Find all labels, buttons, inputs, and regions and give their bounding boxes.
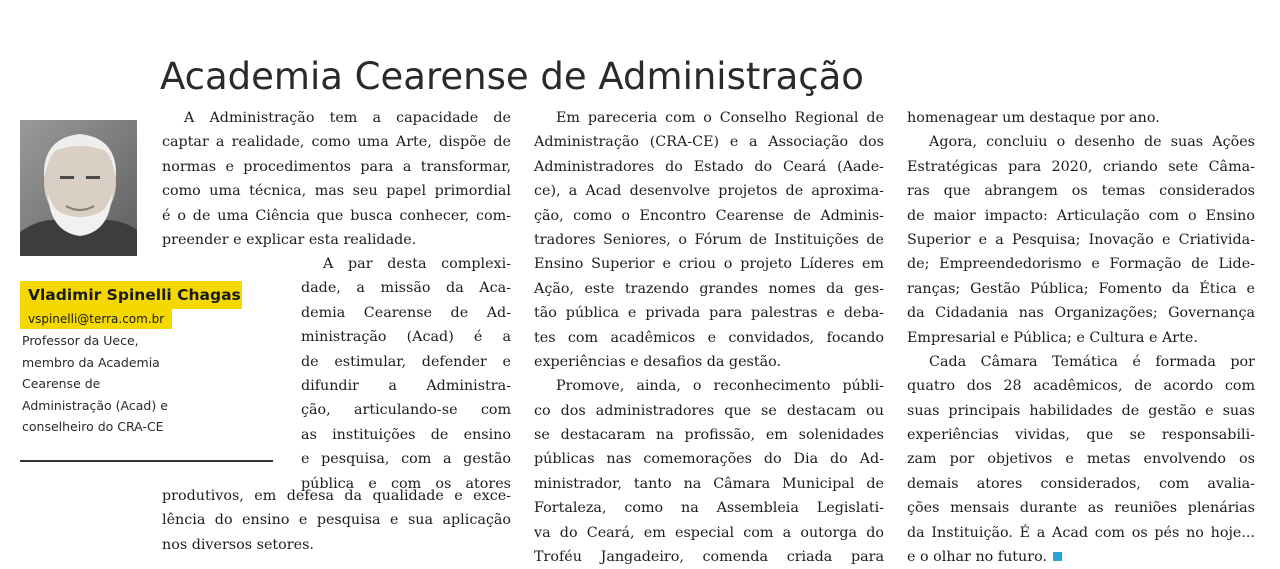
body-line: pública e com os atores (301, 475, 511, 492)
end-of-article-mark (1053, 552, 1062, 561)
body-line: experiências e desafios da gestão. (534, 353, 782, 370)
column-2 (534, 106, 884, 569)
body-line: zam por objetivos e metas envolvendo os (907, 451, 1255, 468)
body-line: de estimular, defender e (301, 353, 511, 370)
body-line: homenagear um destaque por ano. (907, 110, 1160, 126)
body-line: produtivos, em defesa da qualidade e exce- (162, 488, 511, 504)
body-line: ministração (Acad) é a (301, 329, 511, 346)
body-line: Administradores do Estado do Ceará (Aade- (534, 158, 884, 175)
body-line: Troféu Jangadeiro, comenda criada para (534, 549, 884, 566)
body-line: co dos administradores que se destacam ou (534, 402, 884, 419)
body-line: Agora, concluiu o desenho de suas Ações (929, 134, 1255, 151)
body-line: ção, articulando-se com (301, 402, 511, 419)
body-line: va do Ceará, em especial com a outorga do (534, 524, 884, 541)
body-line: tes com acadêmicos e convidados, focando (534, 329, 884, 346)
author-bio-line: membro da Academia (22, 354, 160, 370)
body-line: Estratégicas para 2020, criando sete Câma- (907, 158, 1255, 175)
body-line-text: e o olhar no futuro. (907, 549, 1047, 566)
author-email: vspinelli@terra.com.br (20, 309, 172, 329)
body-line: suas principais habilidades de gestão e suas (907, 402, 1255, 419)
body-line: demais atores considerados, com avalia- (907, 475, 1255, 492)
body-line: A par desta complexi- (323, 256, 511, 272)
body-line: ção, como o Encontro Cearense de Adminis- (534, 207, 884, 224)
body-line: Administração (CRA-CE) e a Associação dos (534, 134, 884, 151)
body-line: Ação, este trazendo grandes nomes da ges- (534, 280, 884, 297)
body-line: dade, a missão da Aca- (301, 280, 511, 297)
body-line: A Administração tem a capacidade de (184, 110, 511, 126)
body-line: Ensino Superior e criou o projeto Líderes em (534, 256, 884, 273)
column-3 (907, 106, 1255, 569)
author-bio-line: Cearense de (22, 376, 101, 391)
body-line: Promove, ainda, o reconhecimento públi- (556, 378, 884, 395)
body-line: ções mensais durante as reuniões plenárias (907, 500, 1255, 517)
body-line: preender e explicar esta realidade. (162, 231, 417, 248)
body-line: nos diversos setores. (162, 536, 314, 553)
author-bio-line: Professor da Uece, (22, 333, 139, 348)
author-bio-line: conselheiro do CRA-CE (22, 419, 164, 434)
author-name: Vladimir Spinelli Chagas (20, 281, 242, 309)
body-line: normas e procedimentos para a transformar, (162, 158, 511, 175)
body-line: de maior impacto: Articulação com o Ensino (907, 207, 1255, 224)
body-line: ranças; Gestão Pública; Fomento da Ética e (907, 280, 1255, 297)
body-line: tradores Seniores, o Fórum de Instituições de (534, 231, 884, 248)
body-line: Fortaleza, como na Assembleia Legislati- (534, 500, 884, 517)
author-photo (20, 120, 137, 256)
body-line: ministrador, tanto na Câmara Municipal de (534, 475, 884, 492)
body-line: experiências vividas, que se responsabili- (907, 427, 1255, 444)
body-line: difundir a Administra- (301, 377, 511, 394)
body-line: Superior e a Pesquisa; Inovação e Criativida- (907, 231, 1255, 248)
body-line-final (907, 545, 1255, 569)
body-line: Cada Câmara Temática é formada por (929, 353, 1255, 370)
body-line: demia Cearense de Ad- (301, 304, 511, 321)
body-line: como uma técnica, mas seu papel primordial (162, 183, 511, 200)
column-1-bottom (162, 484, 511, 557)
body-line: de; Empreendedorismo e Formação de Lide- (907, 256, 1255, 273)
body-line: tão pública e privada para palestras e deba- (534, 305, 884, 322)
body-line: se destacaram na profissão, em solenidades (534, 427, 884, 444)
article-headline: Academia Cearense de Administração (160, 55, 864, 98)
body-line: da Instituição. É a Acad com os pés no hoje... (907, 524, 1255, 541)
body-line: as instituições de ensino (301, 426, 511, 443)
body-line: ce), a Acad desenvolve projetos de aproxima- (534, 183, 884, 200)
body-line: Empresarial e Pública; e Cultura e Arte. (907, 329, 1198, 346)
body-line: Em pareceria com o Conselho Regional de (556, 110, 884, 126)
body-line: lência do ensino e pesquisa e sua aplicação (162, 512, 511, 529)
author-portrait-icon (20, 120, 137, 256)
body-line: quatro dos 28 acadêmicos, de acordo com (907, 378, 1255, 395)
body-line: é o de uma Ciência que busca conhecer, com- (162, 207, 511, 224)
author-bio (22, 330, 262, 438)
body-line: públicas nas comemorações do Dia do Ad- (534, 451, 884, 468)
body-line: captar a realidade, como uma Arte, dispõe de (162, 134, 511, 151)
author-bio-line: Administração (Acad) e (22, 397, 168, 413)
author-box-divider (20, 460, 273, 462)
column-1-top (162, 106, 511, 252)
body-line: da Cidadania nas Organizações; Governança (907, 305, 1255, 322)
body-line: e pesquisa, com a gestão (301, 451, 511, 468)
column-1-narrow (301, 252, 511, 496)
body-line: ras que abrangem os temas considerados (907, 183, 1255, 200)
